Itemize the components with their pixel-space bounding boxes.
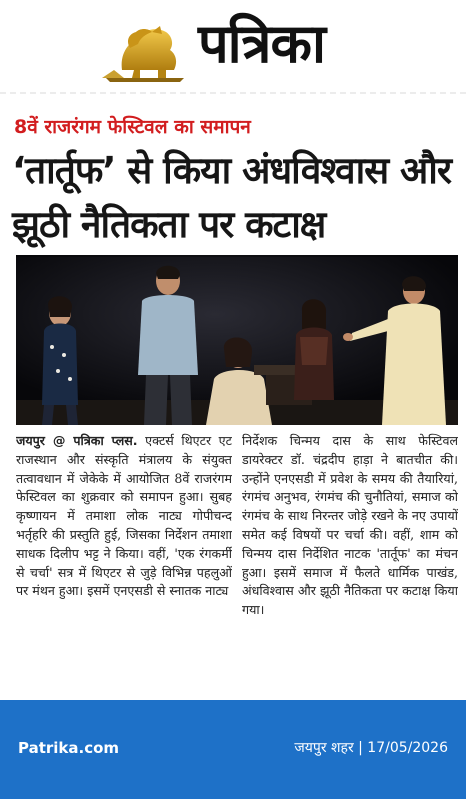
site-link[interactable]: Patrika.com [18, 739, 120, 757]
article-photo [16, 255, 458, 425]
masthead-title: पत्रिका [198, 11, 325, 75]
article-column-2 [242, 432, 458, 690]
article-column-2-text: निर्देशक चिन्मय दास के साथ फेस्टिवल डायरेक्टर डॉ. चंद्रदीप हाड़ा ने बातचीत की। उन्होंने एनएसडी में प्रवेश के समय की तैयारियां, रंगमंच अनुभव, रंगमंच की चुनौतियां, समाज को रंगमंच के साथ निरन्तर जोड़े रखने के नए उपायों समेत कई विषयों पर चर्चा की। वहीं, शाम को चिन्मय दास निर्देशित नाटक 'तार्तूफ' का मंचन हुआ। इसमें समाज में फैलते धार्मिक पाखंड, अंधविश्वास और झूठी नैतिकता पर कटाक्ष किया गया। [242, 433, 458, 618]
article-body [16, 432, 458, 690]
article-column-1 [16, 432, 232, 690]
masthead [0, 0, 466, 108]
article-column-1-text: एक्टर्स थिएटर एट राजस्थान और संस्कृति मंत्रालय के संयुक्त तत्वावधान में जेकेके में आयोजित 8वें राजरंगम फेस्टिवल का शुक्रवार को समापन हुआ। सुबह कृष्णायन में तमाशा लोक नाट्य गोपीचन्द भर्तृहरि की प्रस्तुति हुई, जिसका निर्देशन तमाशा साधक दिलीप भट्ट ने किया। वहीं, 'एक रंगकर्मी से चर्चा' सत्र में थिएटर से जुड़े विभिन्न पहलुओं पर मंथन हुआ। इसमें एनएसडी से स्नातक नाट्य [16, 433, 232, 599]
lion-logo-icon [100, 20, 190, 82]
article-dateline: जयपुर @ पत्रिका प्लस. [16, 433, 138, 448]
article-headline: ‘तार्तूफ’ से किया अंधविश्वास और झूठी नैतिकता पर कटाक्ष [12, 149, 452, 246]
header-divider [0, 92, 466, 94]
footer-bar [0, 700, 466, 799]
edition-date: जयपुर शहर | 17/05/2026 [294, 740, 448, 756]
article-kicker: 8वें राजरंगम फेस्टिवल का समापन [14, 116, 251, 138]
